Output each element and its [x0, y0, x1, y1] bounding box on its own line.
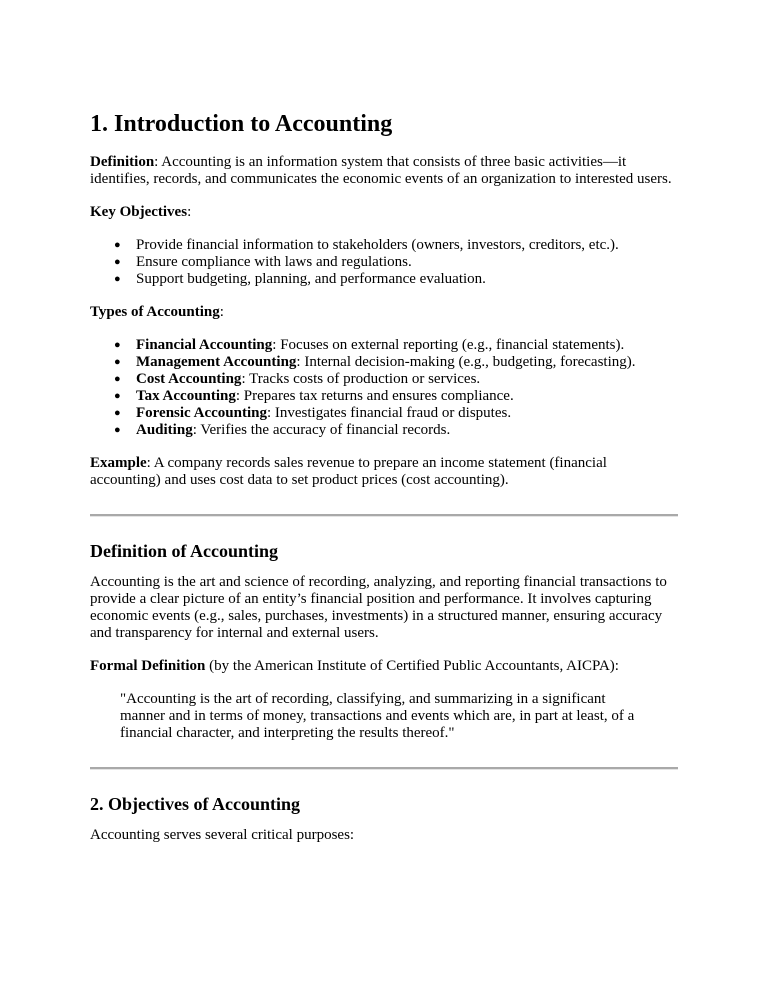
- types-label: Types of Accounting: [90, 304, 220, 320]
- list-item: ● Management Accounting: Internal decision-making (e.g., budgeting, forecasting).: [114, 354, 636, 370]
- list-item: ● Forensic Accounting: Investigates financial fraud or disputes.: [114, 405, 512, 421]
- section-1-heading: 1. Introduction to Accounting: [90, 111, 393, 137]
- list-item: ● Financial Accounting: Focuses on external reporting (e.g., financial statements).: [114, 337, 625, 353]
- definition-body-paragraph: Accounting is the art and science of recording, analyzing, and reporting financial transactions to provide a clear picture of an entity’s financial position and performance. It involves capturing economic events (e.g., sales, purchases, investments) in a structured manner, ensuring accuracy and transparency for internal and external users.: [90, 574, 667, 641]
- key-objectives-label: Key Objectives: [90, 204, 188, 220]
- bullet-icon: ●: [114, 239, 121, 251]
- list-item: ● Ensure compliance with laws and regulations.: [114, 254, 412, 270]
- bullet-icon: ●: [114, 373, 121, 385]
- key-objectives-list: [90, 237, 678, 288]
- types-of-accounting-list: [90, 337, 678, 439]
- bullet-icon: ●: [114, 256, 121, 268]
- definition-of-accounting-heading: Definition of Accounting: [90, 541, 279, 561]
- section-2-heading: 2. Objectives of Accounting: [90, 794, 300, 814]
- definition-label: Definition: [90, 154, 155, 170]
- list-item: ● Provide financial information to stakeholders (owners, investors, creditors, etc.).: [114, 237, 619, 253]
- bullet-icon: ●: [114, 390, 121, 402]
- list-item: ● Cost Accounting: Tracks costs of production or services.: [114, 371, 481, 387]
- list-item: ● Support budgeting, planning, and performance evaluation.: [114, 271, 486, 287]
- bullet-icon: ●: [114, 339, 121, 351]
- list-item: ● Auditing: Verifies the accuracy of financial records.: [114, 422, 451, 438]
- aicpa-quote: "Accounting is the art of recording, classifying, and summarizing in a significant manner and in terms of money, transactions and events which are, in part at least, of a financial character, and interpreting the results thereof.": [120, 691, 635, 741]
- example-label: Example: [90, 455, 147, 471]
- formal-definition-label: Formal Definition: [90, 658, 206, 674]
- key-objectives-heading: Key Objectives:: [90, 204, 192, 220]
- example-paragraph: Example: A company records sales revenue to prepare an income statement (financial accounting) and uses cost data to set product prices (cost accounting).: [90, 455, 607, 488]
- list-item: ● Tax Accounting: Prepares tax returns and ensures compliance.: [114, 388, 514, 404]
- bullet-icon: ●: [114, 424, 121, 436]
- definition-paragraph: [90, 154, 678, 188]
- bullet-icon: ●: [114, 356, 121, 368]
- bullet-icon: ●: [114, 407, 121, 419]
- objectives-intro-paragraph: Accounting serves several critical purposes:: [90, 827, 355, 843]
- definition-text: : Accounting is an information system that consists of three basic activities—it identifies, records, and communicates the economic events of an organization to interested users.: [90, 154, 672, 187]
- types-of-accounting-heading: Types of Accounting:: [90, 304, 224, 320]
- bullet-icon: ●: [114, 273, 121, 285]
- formal-definition-paragraph: Formal Definition (by the American Institute of Certified Public Accountants, AICPA):: [90, 658, 619, 674]
